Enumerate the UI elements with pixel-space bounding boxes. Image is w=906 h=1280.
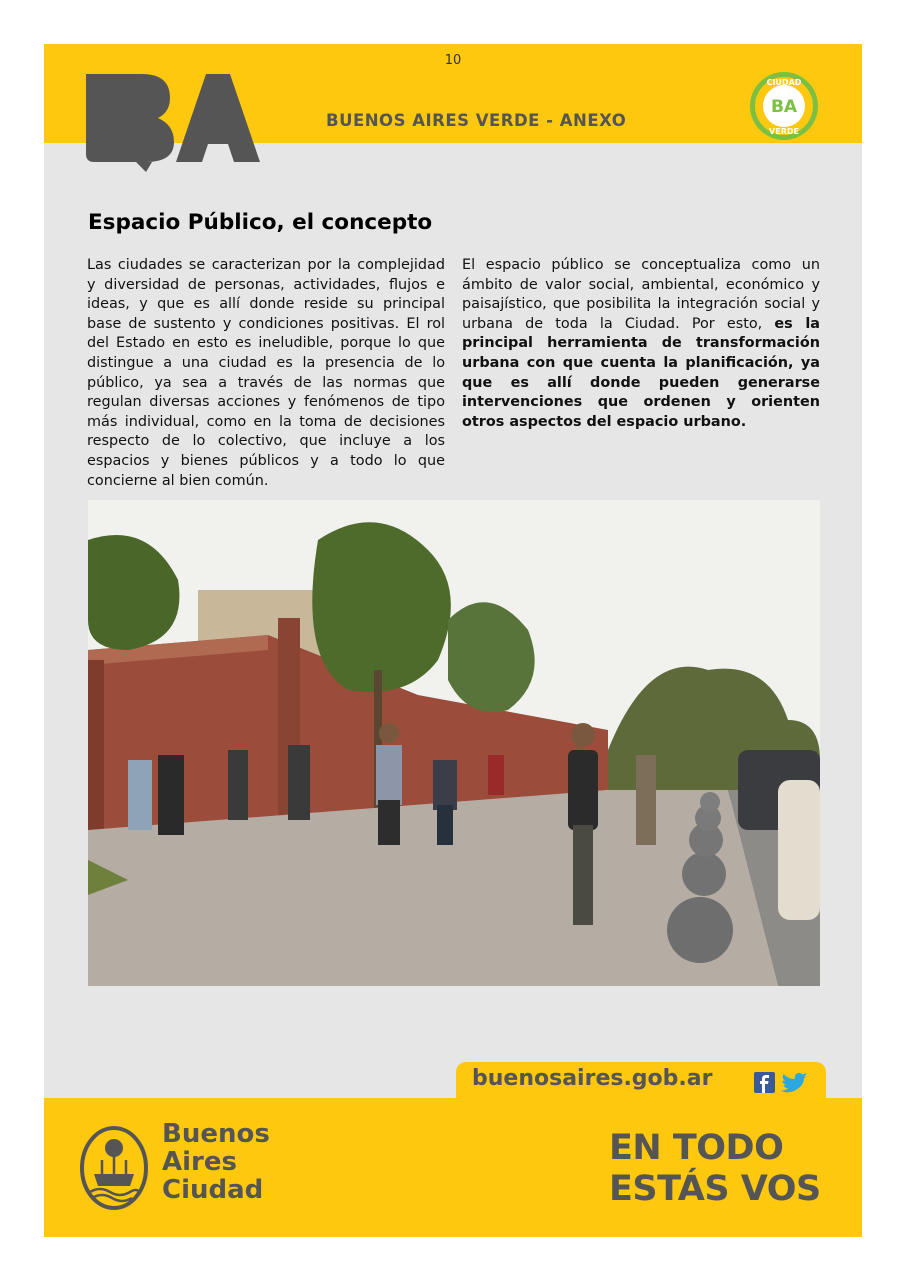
- body-column-left: Las ciudades se caracterizan por la complejidad y diversidad de personas, actividades, flujos e ideas, y que es allí donde reside su principal base de sustento y condiciones positivas. El rol del Estado en esto es ineludible, porque lo que distingue a una ciudad es la presencia de lo público, ya sea a través de las normas que regulan diversas acciones y fenómenos de tipo más individual, como en la toma de decisiones respecto de lo colectivo, que incluye a los espacios y bienes públicos y a todo lo que concierne al bien común.: [87, 257, 445, 489]
- facebook-icon[interactable]: [754, 1072, 775, 1093]
- section-title: Espacio Público, el concepto: [88, 210, 433, 235]
- badge-center-text: BA: [770, 97, 798, 117]
- header-title: BUENOS AIRES VERDE - ANEXO: [326, 111, 627, 130]
- website-url[interactable]: buenosaires.gob.ar: [472, 1066, 713, 1091]
- ciudad-verde-badge: [748, 70, 820, 142]
- slogan-line-2: ESTÁS VOS: [609, 1169, 821, 1209]
- street-photo: [88, 500, 820, 986]
- slogan: [609, 1128, 821, 1210]
- body-text-plain: El espacio público se conceptualiza como un ámbito de valor social, ambiental, económico y paisajístico, que posibilita la integración social y urbana de toda la Ciudad. Por esto,: [462, 257, 820, 332]
- body-text-bold: es la principal herramienta de transformación urbana con que cuenta la planificación, ya que es allí donde pueden generarse intervenciones que ordenen y orienten otros aspectos del espacio urbano.: [462, 315, 820, 430]
- ba-logo-text: BA: [84, 68, 86, 69]
- twitter-icon[interactable]: [781, 1073, 809, 1092]
- page: [44, 44, 862, 1237]
- city-name: [162, 1120, 270, 1204]
- city-seal-icon: [80, 1124, 148, 1212]
- body-column-right: [462, 256, 820, 432]
- slogan-line-1: EN TODO: [609, 1128, 784, 1168]
- page-number: 10: [444, 53, 462, 68]
- city-name-line-2: Aires: [162, 1147, 237, 1177]
- city-name-line-3: Ciudad: [162, 1175, 264, 1205]
- city-name-line-1: Buenos: [162, 1119, 270, 1149]
- header-band: [44, 44, 862, 143]
- social-icons: [754, 1071, 810, 1095]
- footer-band: [44, 1098, 862, 1237]
- ba-logo: [84, 68, 262, 176]
- badge-top-text: CIUDAD: [766, 78, 802, 87]
- website-tab: [456, 1062, 826, 1100]
- badge-bottom-text: VERDE: [769, 127, 799, 136]
